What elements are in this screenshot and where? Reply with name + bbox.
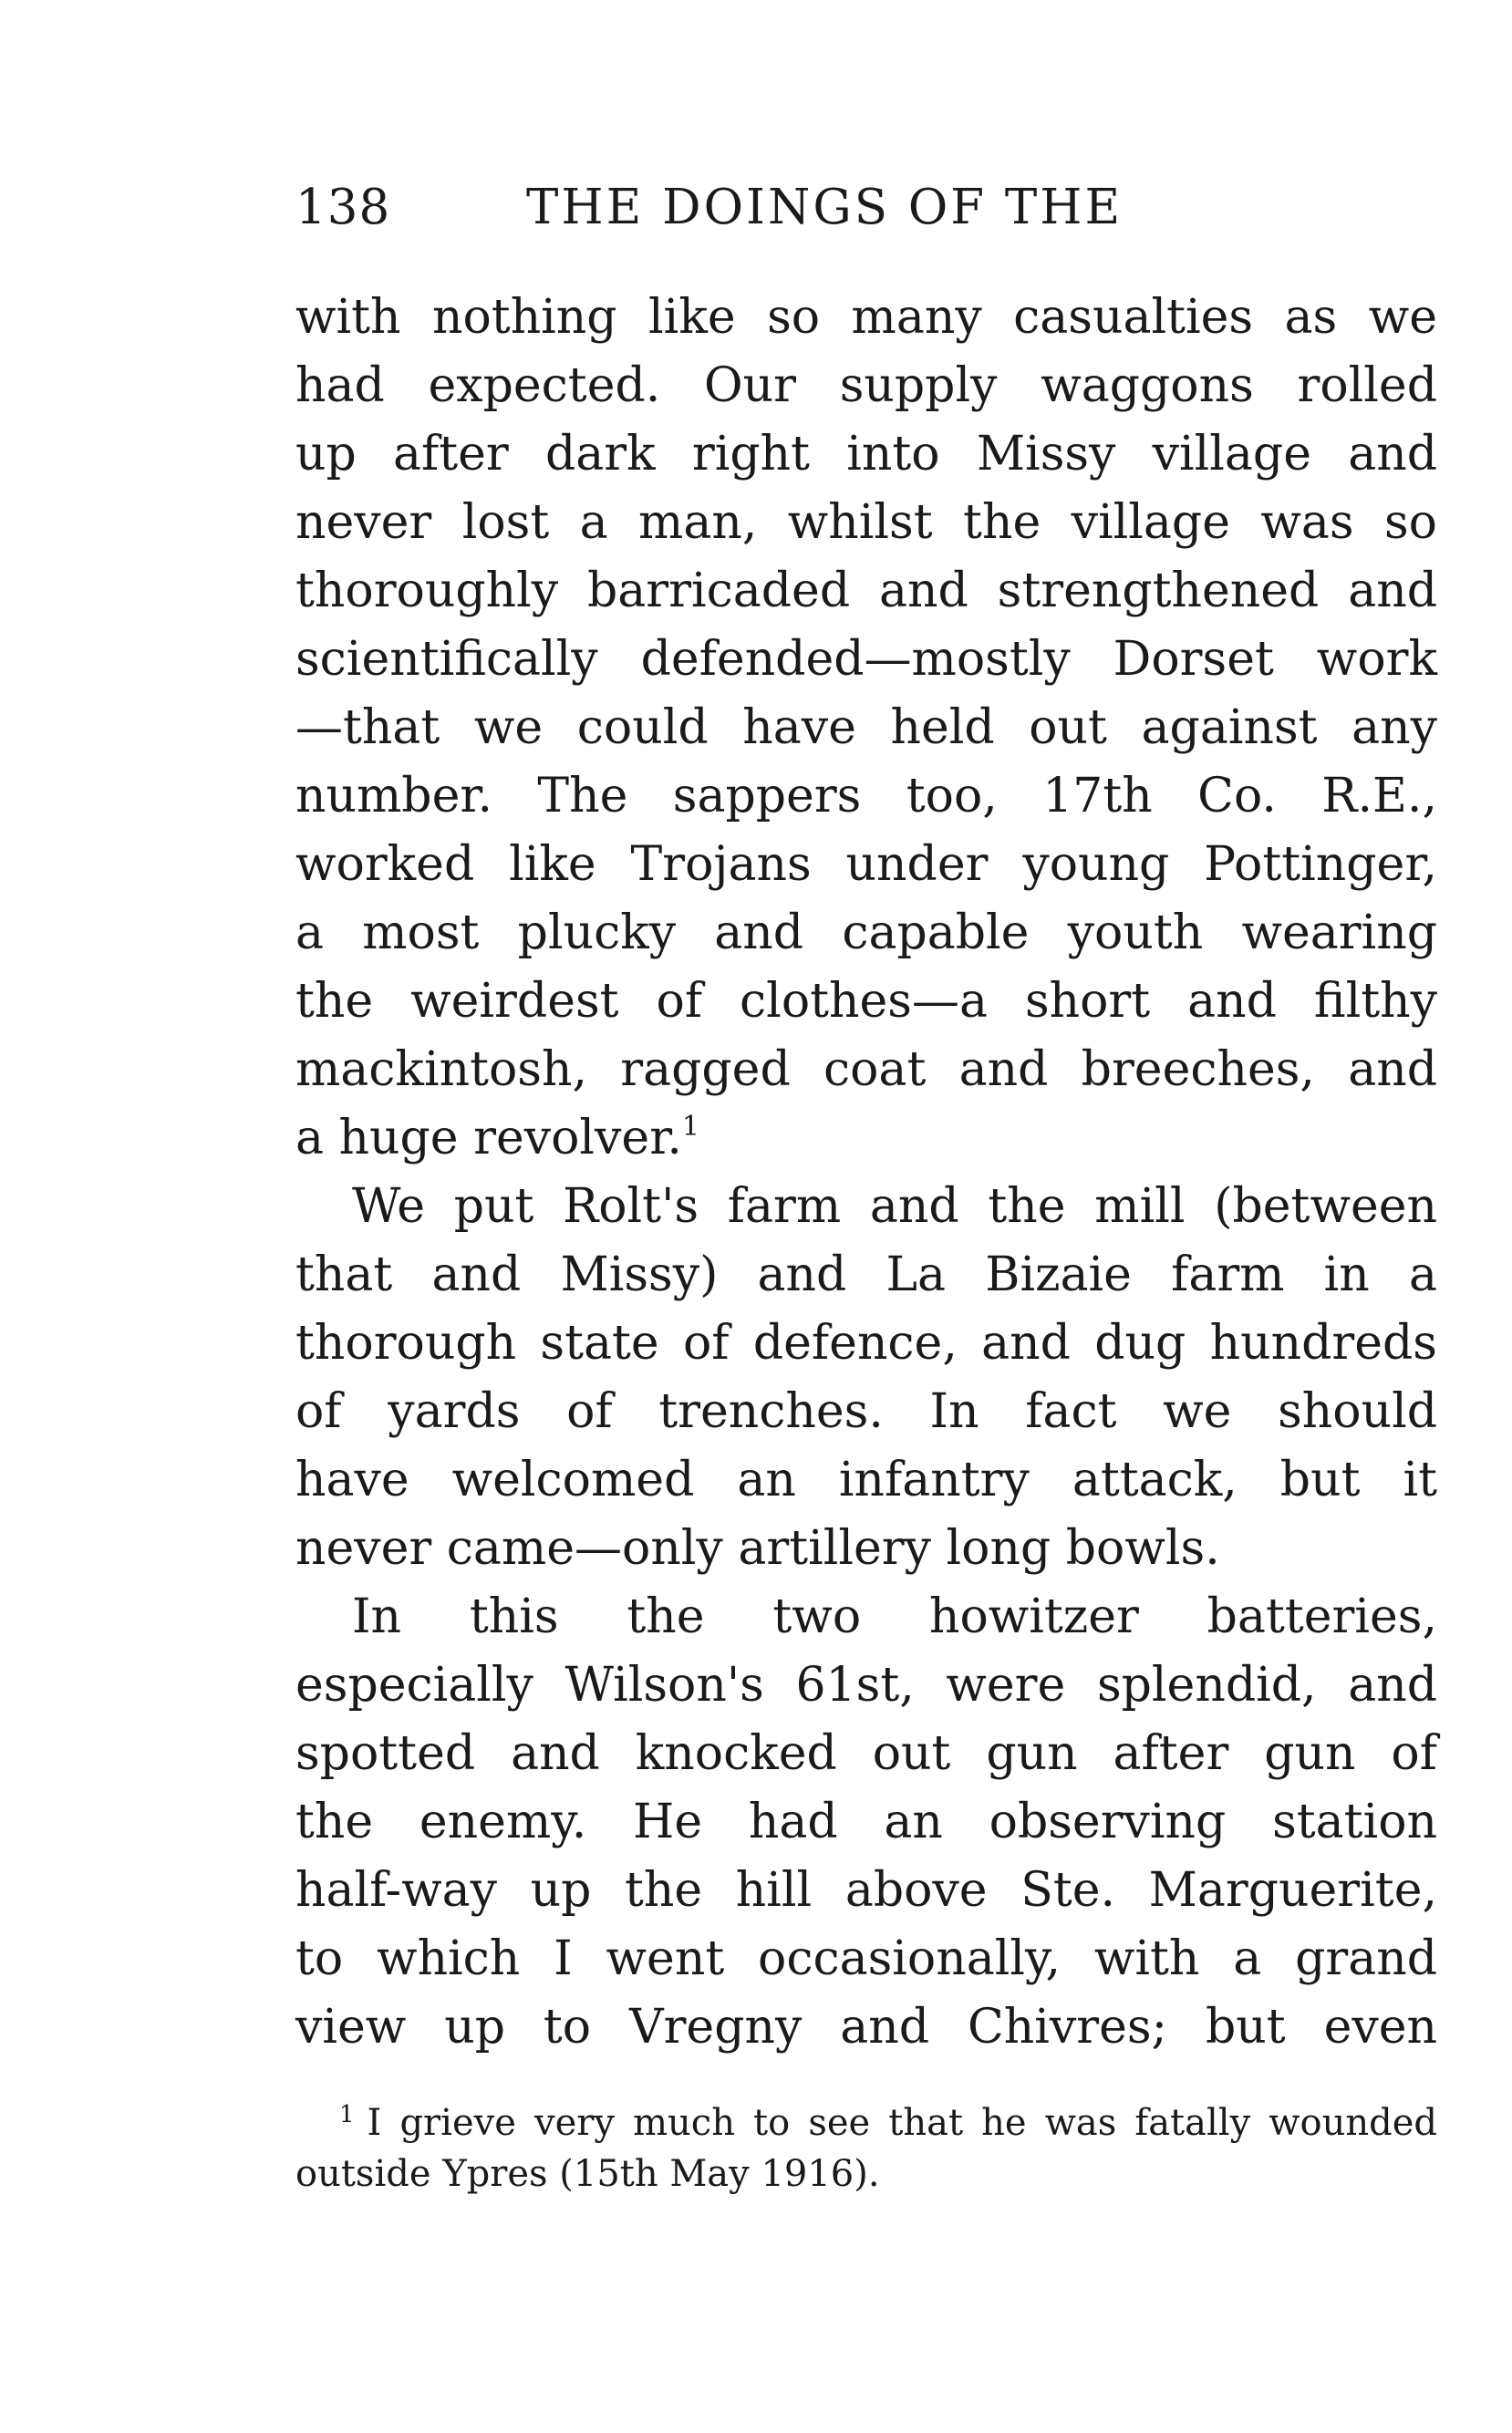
text-line: to which I went occasionally, with a grand <box>295 1931 1437 1986</box>
text-line-with-note <box>295 1104 1437 1173</box>
text-line: up after dark right into Missy village and <box>295 427 1437 481</box>
text-line: worked like Trojans under young Pottinger, <box>295 837 1437 892</box>
text-line: number. The sappers too, 17th Co. R.E., <box>295 769 1437 823</box>
text-line: never came—only artillery long bowls. <box>295 1521 1220 1576</box>
footnote-line: outside Ypres (15th May 1916). <box>295 2153 880 2195</box>
footnote-reference[interactable]: 1 <box>681 1111 699 1143</box>
footnote <box>295 2097 1437 2200</box>
page-header <box>295 171 1207 244</box>
text-line: a most plucky and capable youth wearing <box>295 906 1437 960</box>
text-line: have welcomed an infantry attack, but it <box>295 1453 1437 1507</box>
text-line: of yards of trenches. In fact we should <box>295 1384 1437 1439</box>
text-line: had expected. Our supply waggons rolled <box>295 358 1437 413</box>
paragraph-start-line: In this the two howitzer batteries, <box>352 1589 1437 1644</box>
text-line: mackintosh, ragged coat and breeches, and <box>295 1042 1437 1097</box>
text-line: view up to Vregny and Chivres; but even <box>295 2000 1437 2055</box>
footnote-line <box>295 2097 1437 2148</box>
footnote-text: I grieve very much to see that he was fatally wounded <box>367 2102 1437 2144</box>
text-line: especially Wilson's 61st, were splendid, and <box>295 1658 1437 1713</box>
paragraph-start-line: We put Rolt's farm and the mill (between <box>352 1179 1437 1234</box>
text-line: half-way up the hill above Ste. Marguerite, <box>295 1863 1437 1918</box>
text-line: —that we could have held out against any <box>295 700 1437 755</box>
text-line: the weirdest of clothes—a short and filthy <box>295 974 1437 1029</box>
text-line: thorough state of defence, and dug hundreds <box>295 1316 1437 1371</box>
text-line: that and Missy) and La Bizaie farm in a <box>295 1248 1437 1302</box>
footnote-marker: 1 <box>339 2101 355 2128</box>
text-line: the enemy. He had an observing station <box>295 1795 1437 1849</box>
text-line: spotted and knocked out gun after gun of <box>295 1726 1437 1781</box>
text-line: with nothing like so many casualties as we <box>295 290 1437 345</box>
text-line: scientifically defended—mostly Dorset work <box>295 632 1437 687</box>
running-title: THE DOINGS OF THE <box>526 180 1124 235</box>
page-number: 138 <box>295 180 391 235</box>
text-line: a huge revolver. <box>295 1111 682 1165</box>
body-text <box>295 284 1437 2062</box>
text-line: never lost a man, whilst the village was so <box>295 495 1437 550</box>
text-line: thoroughly barricaded and strengthened and <box>295 564 1437 618</box>
